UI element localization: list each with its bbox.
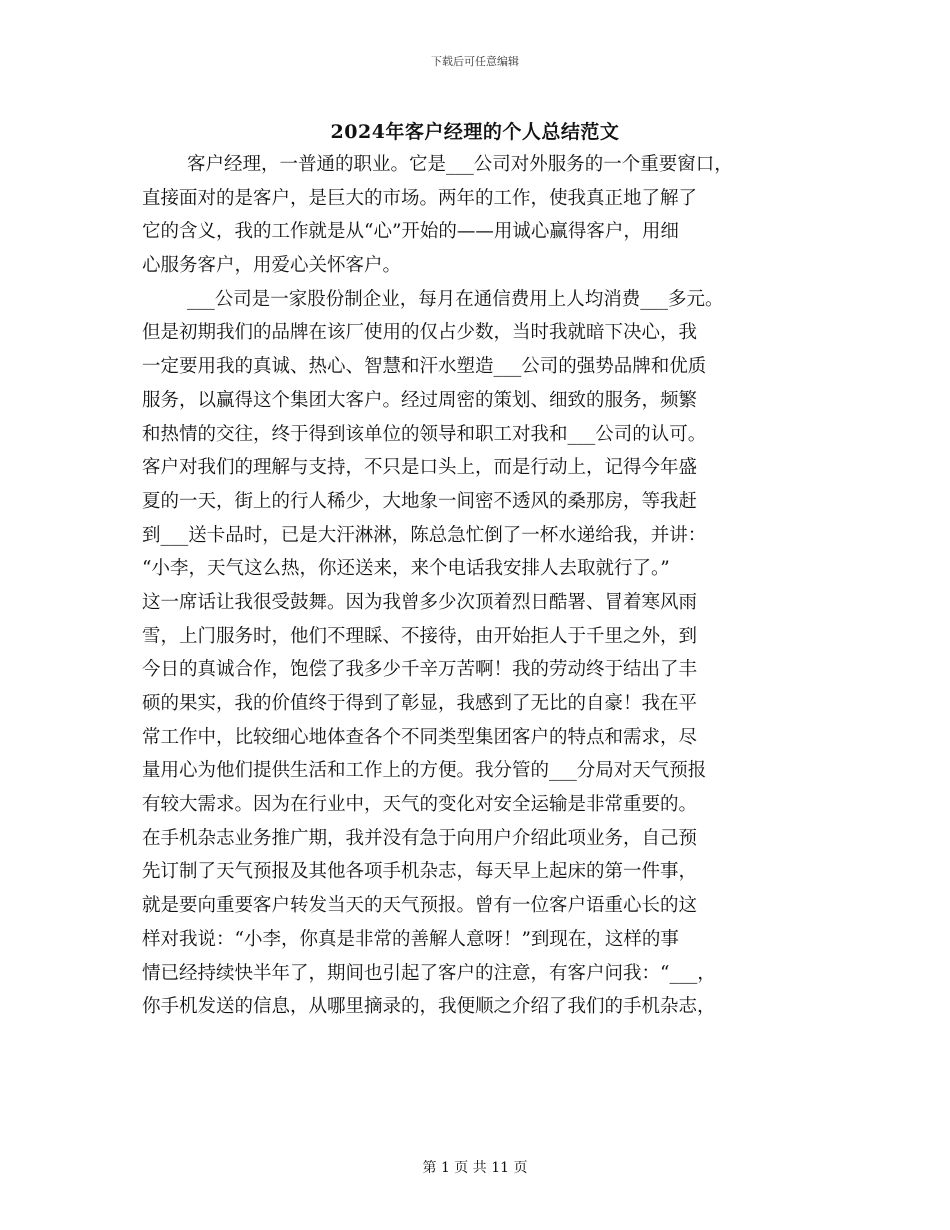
text-line: 样对我说：“小李，你真是非常的善解人意呀！”到现在，这样的事 (142, 928, 679, 950)
text-line: 常工作中，比较细心地体查各个不同类型集团客户的特点和需求，尽 (142, 726, 698, 748)
text-line: 在手机杂志业务推广期，我并没有急于向用户介绍此项业务，自己预 (142, 827, 698, 849)
text-line: 你手机发送的信息，从哪里摘录的，我便顺之介绍了我们的手机杂志， (142, 996, 716, 1018)
text-line: 心服务客户，用爱心关怀客户。 (142, 255, 402, 277)
text-line: 到___送卡品时，已是大汗淋淋，陈总急忙倒了一杯水递给我，并讲： (142, 524, 707, 546)
text-line: “小李，天气这么热，你还送来，来个电话我安排人去取就行了。” (142, 558, 670, 580)
page-header-note: 下载后可任意编辑 (431, 55, 519, 68)
text-line: ___公司是一家股份制企业，每月在通信费用上人均消费___多元。 (187, 288, 724, 310)
text-line: 就是要向重要客户转发当天的天气预报。曾有一位客户语重心长的这 (142, 895, 698, 917)
text-line: 夏的一天，街上的行人稀少，大地象一间密不透风的桑那房，等我赶 (142, 490, 698, 512)
text-line: 硕的果实，我的价值终于得到了彰显，我感到了无比的自豪！我在平 (142, 693, 698, 714)
text-line: 先订制了天气预报及其他各项手机杂志，每天早上起床的第一件事， (142, 861, 698, 883)
text-line: 这一席话让我很受鼓舞。因为我曾多少次顶着烈日酷署、冒着寒风雨 (142, 591, 698, 613)
text-line: 直接面对的是客户，是巨大的市场。两年的工作，使我真正地了解了 (142, 187, 698, 209)
document-title: 2024年客户经理的个人总结范文 (330, 121, 620, 143)
text-line: 量用心为他们提供生活和工作上的方便。我分管的___分局对天气预报 (142, 760, 707, 782)
text-line: 今日的真诚合作，饱偿了我多少千辛万苦啊！我的劳动终于结出了丰 (142, 659, 698, 681)
document-body (142, 148, 842, 1024)
text-line: 雪，上门服务时，他们不理睬、不接待，由开始拒人于千里之外，到 (142, 625, 698, 647)
text-line: 服务，以赢得这个集团大客户。经过周密的策划、细致的服务，频繁 (142, 389, 698, 411)
page-number: 第 1 页 共 11 页 (422, 1160, 528, 1176)
text-line: 客户经理，一普通的职业。它是___公司对外服务的一个重要窗口， (187, 154, 733, 175)
text-line: 但是初期我们的品牌在该厂使用的仅占少数，当时我就暗下决心，我 (142, 322, 698, 344)
text-line: 和热情的交往，终于得到该单位的领导和职工对我和___公司的认可。 (142, 423, 707, 445)
text-line: 情已经持续快半年了，期间也引起了客户的注意，有客户问我：“___， (142, 962, 716, 984)
text-line: 一定要用我的真诚、热心、智慧和汗水塑造___公司的强势品牌和优质 (142, 356, 707, 378)
text-line: 它的含义，我的工作就是从“心”开始的——用诚心赢得客户，用细 (142, 221, 679, 243)
text-line: 有较大需求。因为在行业中，天气的变化对安全运输是非常重要的。 (142, 794, 698, 816)
text-line: 客户对我们的理解与支持，不只是口头上，而是行动上，记得今年盛 (142, 457, 698, 479)
